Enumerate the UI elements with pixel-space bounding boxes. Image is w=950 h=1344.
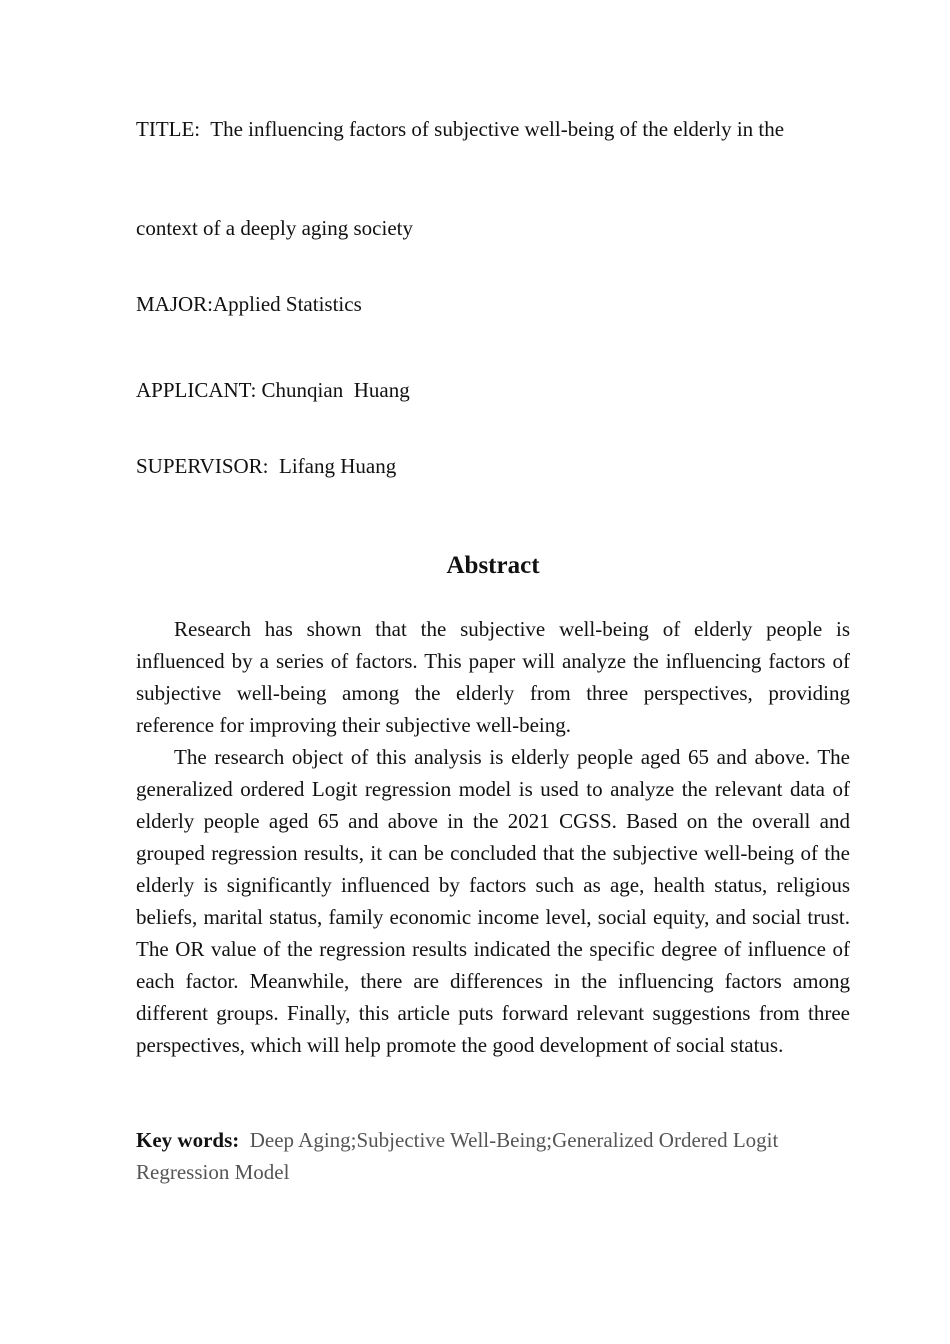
abstract-heading: Abstract [446, 552, 540, 579]
major-field: MAJOR:Applied Statistics [136, 292, 362, 316]
keywords-section [136, 1124, 850, 1188]
abstract-paragraph-1: Research has shown that the subjective well-being of elderly people is influenced by a series of factors. This paper will analyze the influencing factors of subjective well-being among the elderly from three perspectives, providing reference for improving their subjective well-being. [136, 617, 850, 737]
thesis-title-line-2: context of a deeply aging society [136, 216, 413, 240]
abstract-body [136, 613, 850, 1061]
supervisor-field: SUPERVISOR: Lifang Huang [136, 454, 397, 478]
keywords-values: Deep Aging;Subjective Well-Being;Generalized Ordered Logit Regression Model [136, 1128, 779, 1184]
thesis-title-line-1: TITLE: The influencing factors of subjective well-being of the elderly in the [136, 117, 785, 141]
keywords-label: Key words: [136, 1128, 240, 1152]
abstract-paragraph-2: The research object of this analysis is elderly people aged 65 and above. The generalized ordered Logit regression model is used to analyze the relevant data of elderly people aged 65 and above in the 2021 CGSS. Based on the overall and grouped regression results, it can be concluded that the subjective well-being of the elderly is significantly influenced by factors such as age, health status, religious beliefs, marital status, family economic income level, social equity, and social trust. The OR value of the regression results indicated the specific degree of influence of each factor. Meanwhile, there are differences in the influencing factors among different groups. Finally, this article puts forward relevant suggestions from three perspectives, which will help promote the good development of social status. [136, 745, 850, 1057]
applicant-field: APPLICANT: Chunqian Huang [136, 378, 410, 402]
